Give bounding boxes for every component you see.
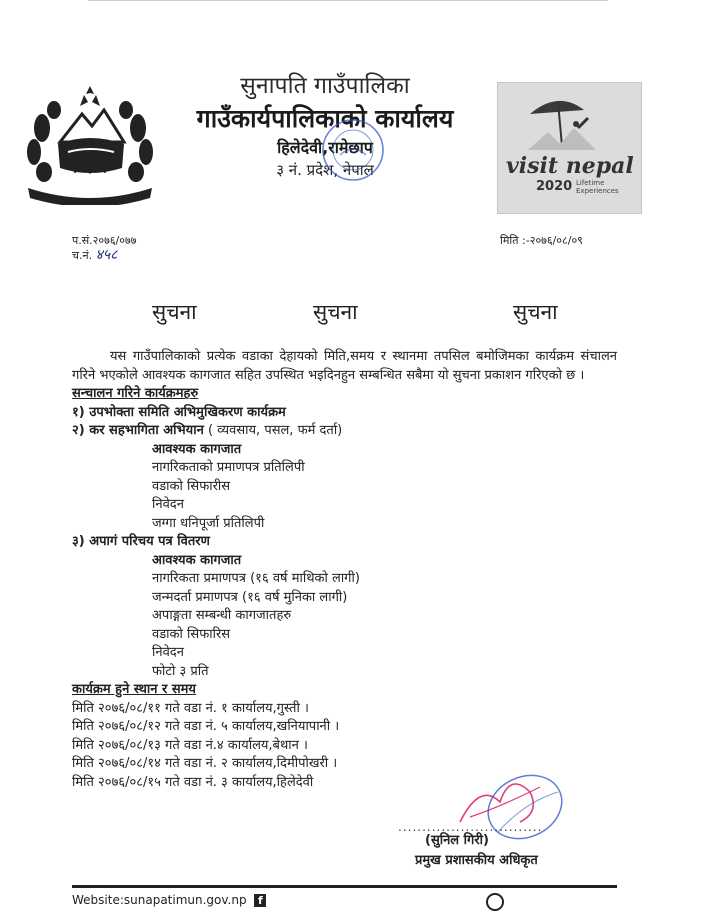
office-stamp-icon bbox=[318, 115, 388, 185]
tagline-line-1: Lifetime bbox=[576, 179, 605, 187]
notice-heading-row bbox=[0, 298, 703, 328]
notice-word-2: सुचना bbox=[313, 300, 358, 324]
notice-body bbox=[72, 348, 617, 792]
schedule-item: मिति २०७६/०८/१५ गते वडा नं. ३ कार्यालय,हिलेदेवी bbox=[72, 774, 314, 790]
program-2-doc: वडाको सिफारीस bbox=[152, 478, 231, 494]
program-2-doc: नागरिकताको प्रमाणपत्र प्रतिलिपी bbox=[152, 460, 305, 475]
program-3-doc: नागरिकता प्रमाणपत्र (१६ वर्ष माथिको लागी) bbox=[152, 571, 360, 586]
reference-numbers bbox=[72, 233, 136, 263]
schedule-item: मिति २०७६/०८/११ गते वडा नं. १ कार्यालय,गुस्ती । bbox=[72, 700, 309, 716]
required-docs-heading: आवश्यक कागजात bbox=[152, 552, 242, 568]
chalani-label: च.नं. bbox=[72, 249, 93, 262]
program-3-doc: फोटो ३ प्रति bbox=[152, 663, 209, 679]
office-name: सुनापति गाउँपालिका bbox=[240, 73, 410, 99]
signatory-name: (सुनिल गिरी) bbox=[425, 833, 489, 848]
footer-divider bbox=[72, 885, 617, 888]
office-province: ३ नं. प्रदेश, नेपाल bbox=[276, 161, 374, 179]
program-2 bbox=[72, 422, 617, 441]
required-docs-heading: आवश्यक कागजात bbox=[152, 441, 242, 457]
schedule-item: मिति २०७६/०८/१४ गते वडा नं. २ कार्यालय,दिमीपोखरी । bbox=[72, 756, 338, 771]
umbrella-icon bbox=[518, 88, 598, 158]
program-1: १) उपभोक्ता समिति अभिमुखिकरण कार्यक्रम bbox=[72, 404, 286, 420]
chalani-number bbox=[72, 248, 136, 263]
visit-nepal-tagline bbox=[576, 179, 619, 195]
program-3-doc: जन्मदर्ता प्रमाणपत्र (१६ वर्ष मुनिका लागी) bbox=[152, 589, 348, 605]
program-3: ३) अपागं परिचय पत्र वितरण bbox=[72, 534, 210, 549]
program-2-doc: निवेदन bbox=[152, 497, 184, 512]
footer bbox=[72, 893, 266, 907]
footer-seal-icon bbox=[486, 893, 504, 911]
chalani-handwritten: ४५८ bbox=[95, 247, 118, 263]
program-3-doc: वडाको सिफारिस bbox=[152, 626, 231, 642]
programs-heading: सन्चालन गरिने कार्यक्रमहरु bbox=[72, 386, 199, 401]
schedule-heading: कार्यक्रम हुने स्थान र समय bbox=[72, 682, 196, 697]
nepal-emblem-icon bbox=[20, 80, 160, 205]
website-link[interactable]: Website:sunapatimun.gov.np bbox=[72, 893, 247, 907]
visit-nepal-year: 2020 bbox=[536, 179, 573, 194]
visit-nepal-text: visit nepal bbox=[506, 153, 634, 179]
letterhead bbox=[0, 70, 703, 220]
signatory-title: प्रमुख प्रशासकीय अधिकृत bbox=[415, 853, 538, 868]
schedule-item: मिति २०७६/०८/१२ गते वडा नं. ५ कार्यालय,खनियापानी । bbox=[72, 719, 340, 734]
facebook-icon[interactable]: f bbox=[254, 894, 266, 907]
notice-word-3: सुचना bbox=[513, 300, 558, 324]
tagline-line-2: Experiences bbox=[576, 187, 619, 195]
intro-paragraph: यस गाउँपालिकाको प्रत्येक वडाका देहायको मिति,समय र स्थानमा तपसिल बमोजिमका कार्यक्रम संचालन गरिने भएकोले आवश्यक कागजात सहित उपस्थित भइदिनहुन सम्बन्धित सबैमा यो सुचना प्रकाशन गरिएको छ । bbox=[72, 349, 617, 383]
visit-nepal-2020-logo bbox=[497, 82, 642, 214]
notice-word-1: सुचना bbox=[152, 300, 197, 324]
page-top-edge bbox=[88, 0, 608, 1]
letter-date: मिति :-२०७६/०८/०९ bbox=[500, 234, 583, 247]
office-address: हिलेदेवी,रामेछाप bbox=[277, 138, 373, 157]
program-2-title: २) कर सहभागिता अभियान bbox=[72, 423, 204, 438]
program-2-detail: ( व्यवसाय, पसल, फर्म दर्ता) bbox=[203, 423, 343, 438]
office-subtitle: गाउँकार्यपालिकाको कार्यालय bbox=[196, 104, 454, 133]
program-3-doc: निवेदन bbox=[152, 645, 184, 660]
program-3-doc: अपाङ्गता सम्बन्धी कागजातहरु bbox=[152, 608, 292, 623]
program-2-doc: जग्गा धनिपूर्जा प्रतिलिपी bbox=[152, 515, 265, 531]
signature-line: .............................. bbox=[398, 820, 543, 834]
patra-sankhya: प.सं.२०७६/०७७ bbox=[72, 234, 137, 247]
schedule-item: मिति २०७६/०८/१३ गते वडा नं.४ कार्यालय,बेथान । bbox=[72, 737, 308, 753]
